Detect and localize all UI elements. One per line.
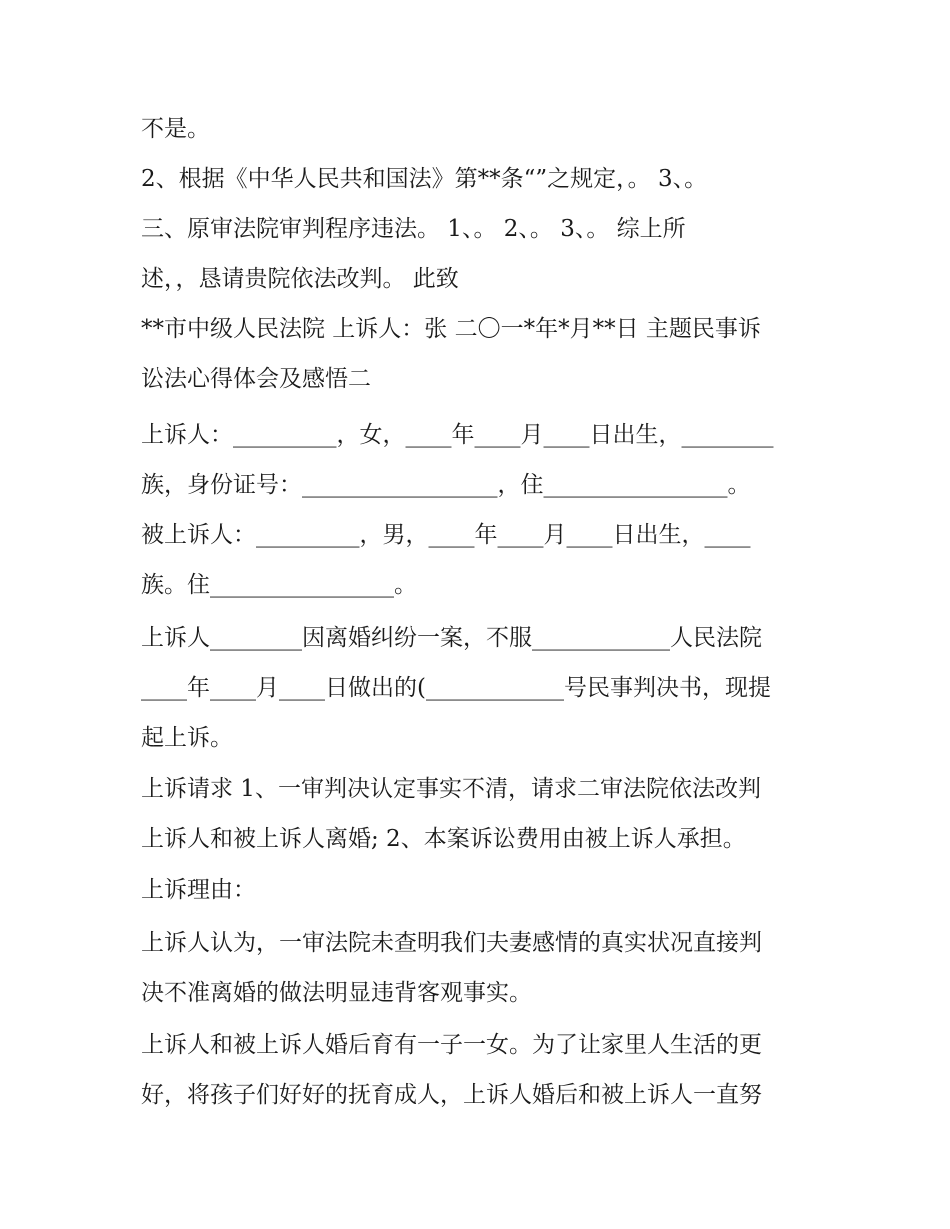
text-line: 族。住________________。 xyxy=(141,572,417,598)
text-line: 族，身份证号：_________________，住________________。 xyxy=(141,472,751,498)
text-line: 上诉人和被上诉人婚后育有一子一女。为了让家里人生活的更 xyxy=(141,1032,762,1058)
text-line: **市中级人民法院 上诉人：张 二〇一*年*月**日 主题民事诉 xyxy=(141,316,761,342)
text-line: 上诉人认为，一审法院未查明我们夫妻感情的真实状况直接判 xyxy=(141,930,762,956)
text-line: 被上诉人：_________，男，____年____月____日出生，____ xyxy=(141,522,751,548)
text-line: 三、原审法院审判程序违法。 1、。 2、。 3、。 综上所 xyxy=(141,216,686,242)
text-line: 讼法心得体会及感悟二 xyxy=(141,366,371,392)
text-line: 2、根据《中华人民共和国法》第**条“”之规定，。 3、。 xyxy=(141,166,708,192)
text-line: 上诉理由： xyxy=(141,877,256,903)
text-line: 上诉人________因离婚纠纷一案，不服____________人民法院 xyxy=(141,625,762,651)
text-line: 决不准离婚的做法明显违背客观事实。 xyxy=(141,980,532,1006)
text-line: 上诉人和被上诉人离婚; 2、本案诉讼费用由被上诉人承担。 xyxy=(141,826,746,852)
text-line: 起上诉。 xyxy=(141,725,233,751)
text-line: 好，将孩子们好好的抚育成人，上诉人婚后和被上诉人一直努 xyxy=(141,1082,762,1108)
text-line: 述，，恳请贵院依法改判。 此致 xyxy=(141,266,459,292)
text-line: ____年____月____日做出的(____________号民事判决书，现提 xyxy=(141,675,771,701)
text-line: 上诉请求 1、一审判决认定事实不清，请求二审法院依法改判 xyxy=(141,776,761,802)
text-line: 不是。 xyxy=(141,116,210,142)
text-line: 上诉人：_________，女，____年____月____日出生，________ xyxy=(141,422,774,448)
